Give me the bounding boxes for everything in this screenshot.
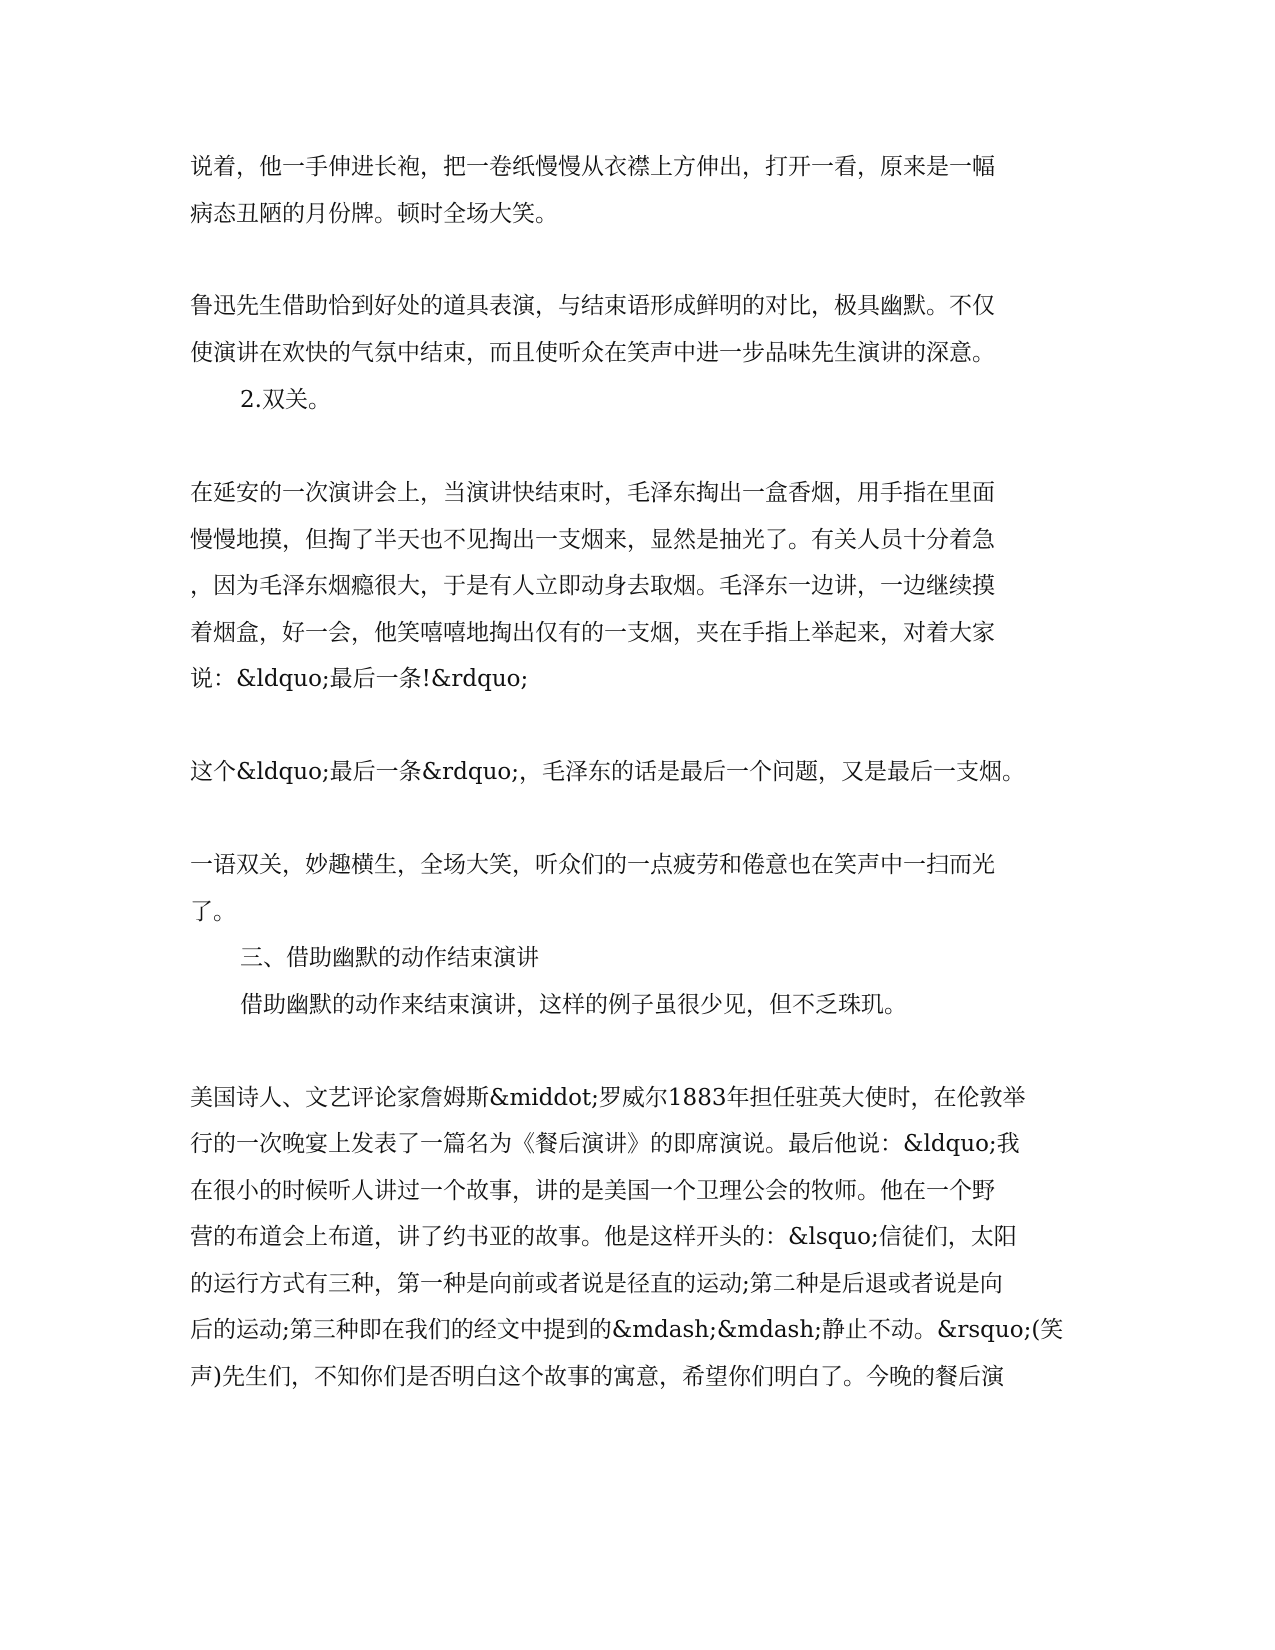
body-text-line: 了。	[190, 899, 236, 925]
body-text-line: 在延安的一次演讲会上，当演讲快结束时，毛泽东掏出一盒香烟，用手指在里面	[190, 480, 995, 506]
body-text-line: 的运行方式有三种，第一种是向前或者说是径直的运动;第二种是后退或者说是向	[190, 1271, 1003, 1297]
body-text-line: 着烟盒，好一会，他笑嘻嘻地掏出仅有的一支烟，夹在手指上举起来，对着大家	[190, 620, 995, 646]
body-text-line: 鲁迅先生借助恰到好处的道具表演，与结束语形成鲜明的对比，极具幽默。不仅	[190, 293, 995, 319]
body-text-line: 营的布道会上布道，讲了约书亚的故事。他是这样开头的：&lsquo;信徒们，太阳	[190, 1224, 1017, 1250]
body-text-line: ，因为毛泽东烟瘾很大，于是有人立即动身去取烟。毛泽东一边讲，一边继续摸	[190, 573, 995, 599]
body-text-line: 行的一次晚宴上发表了一篇名为《餐后演讲》的即席演说。最后他说：&ldquo;我	[190, 1131, 1020, 1157]
body-text-line: 后的运动;第三种即在我们的经文中提到的&mdash;&mdash;静止不动。&rsquo;(笑	[190, 1317, 1064, 1343]
section-subheading: 2.双关。	[240, 387, 331, 413]
body-text-line: 一语双关，妙趣横生，全场大笑，听众们的一点疲劳和倦意也在笑声中一扫而光	[190, 852, 995, 878]
body-text-line: 使演讲在欢快的气氛中结束，而且使听众在笑声中进一步品味先生演讲的深意。	[190, 340, 995, 366]
body-text-line: 说着，他一手伸进长袍，把一卷纸慢慢从衣襟上方伸出，打开一看，原来是一幅	[190, 154, 995, 180]
body-text-line: 这个&ldquo;最后一条&rdquo;，毛泽东的话是最后一个问题，又是最后一支烟。	[190, 759, 1026, 785]
body-text-line: 病态丑陋的月份牌。顿时全场大笑。	[190, 201, 558, 227]
body-text-line: 说：&ldquo;最后一条!&rdquo;	[190, 666, 529, 692]
body-text-line: 声)先生们，不知你们是否明白这个故事的寓意，希望你们明白了。今晚的餐后演	[190, 1364, 1004, 1390]
body-text-line: 慢慢地摸，但掏了半天也不见掏出一支烟来，显然是抽光了。有关人员十分着急	[190, 527, 995, 553]
section-heading: 三、借助幽默的动作结束演讲	[240, 945, 539, 971]
body-text-line: 在很小的时候听人讲过一个故事，讲的是美国一个卫理公会的牧师。他在一个野	[190, 1178, 995, 1204]
body-text-line: 借助幽默的动作来结束演讲，这样的例子虽很少见，但不乏珠玑。	[240, 992, 907, 1018]
body-text-line: 美国诗人、文艺评论家詹姆斯&middot;罗威尔1883年担任驻英大使时，在伦敦举	[190, 1085, 1026, 1111]
